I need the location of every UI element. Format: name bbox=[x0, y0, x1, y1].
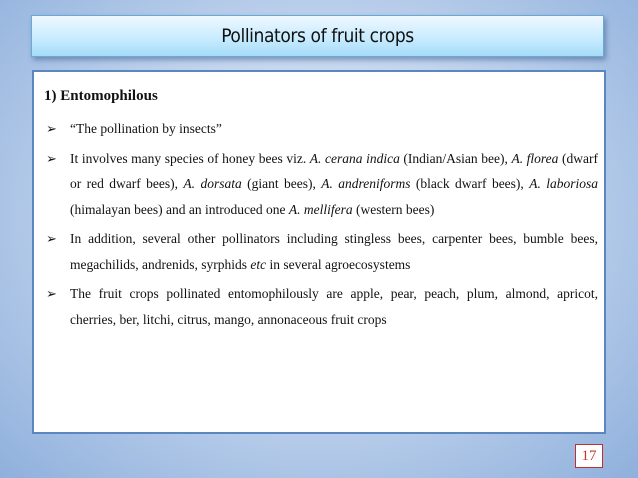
bullet-item bbox=[44, 116, 598, 142]
bullet-text: in several agroecosystems bbox=[266, 256, 411, 272]
species-name: A. andreniforms bbox=[321, 176, 411, 191]
slide-title-banner bbox=[31, 15, 604, 57]
species-name: A. florea bbox=[511, 150, 559, 166]
bullet-text: (western bees) bbox=[352, 201, 435, 217]
content-panel bbox=[32, 70, 606, 434]
bullet-item bbox=[44, 146, 598, 223]
species-name: A. dorsata bbox=[183, 176, 242, 191]
bullet-list bbox=[44, 116, 598, 332]
arrow-bullet-icon: ➢ bbox=[46, 231, 57, 246]
bullet-text: “The pollination by insects” bbox=[70, 121, 222, 136]
bullet-text: (Indian/Asian bee), bbox=[399, 150, 512, 166]
section-heading: 1) Entomophilous bbox=[44, 88, 158, 104]
bullet-text: (black dwarf bees), bbox=[410, 176, 530, 191]
bullet-text: (giant bees), bbox=[241, 176, 322, 191]
bullet-text: (dwarf or red dwarf bees), bbox=[70, 150, 598, 191]
bullet-text: It involves many species of honey bees viz. bbox=[70, 150, 310, 166]
species-name: A. mellifera bbox=[288, 201, 353, 217]
italic-text: etc bbox=[250, 256, 267, 272]
species-name: A. cerana indica bbox=[309, 150, 400, 166]
species-name: A. laboriosa bbox=[529, 176, 598, 191]
arrow-bullet-icon: ➢ bbox=[46, 121, 57, 136]
arrow-bullet-icon: ➢ bbox=[46, 150, 57, 166]
arrow-bullet-icon: ➢ bbox=[46, 286, 57, 301]
page-number: 17 bbox=[575, 444, 603, 468]
slide-title: Pollinators of fruit crops bbox=[221, 25, 414, 47]
bullet-text: (himalayan bees) and an introduced one bbox=[70, 201, 289, 217]
bullet-item bbox=[44, 281, 598, 332]
bullet-item bbox=[44, 226, 598, 277]
bullet-text: The fruit crops pollinated entomophilously are apple, pear, peach, plum, almond, apricot, cherries, ber, litchi, citrus, mango, annonaceous fruit crops bbox=[70, 286, 598, 327]
bullet-text: In addition, several other pollinators including stingless bees, carpenter bees, bumble bees, megachilids, andrenids, syrphids bbox=[70, 231, 598, 272]
